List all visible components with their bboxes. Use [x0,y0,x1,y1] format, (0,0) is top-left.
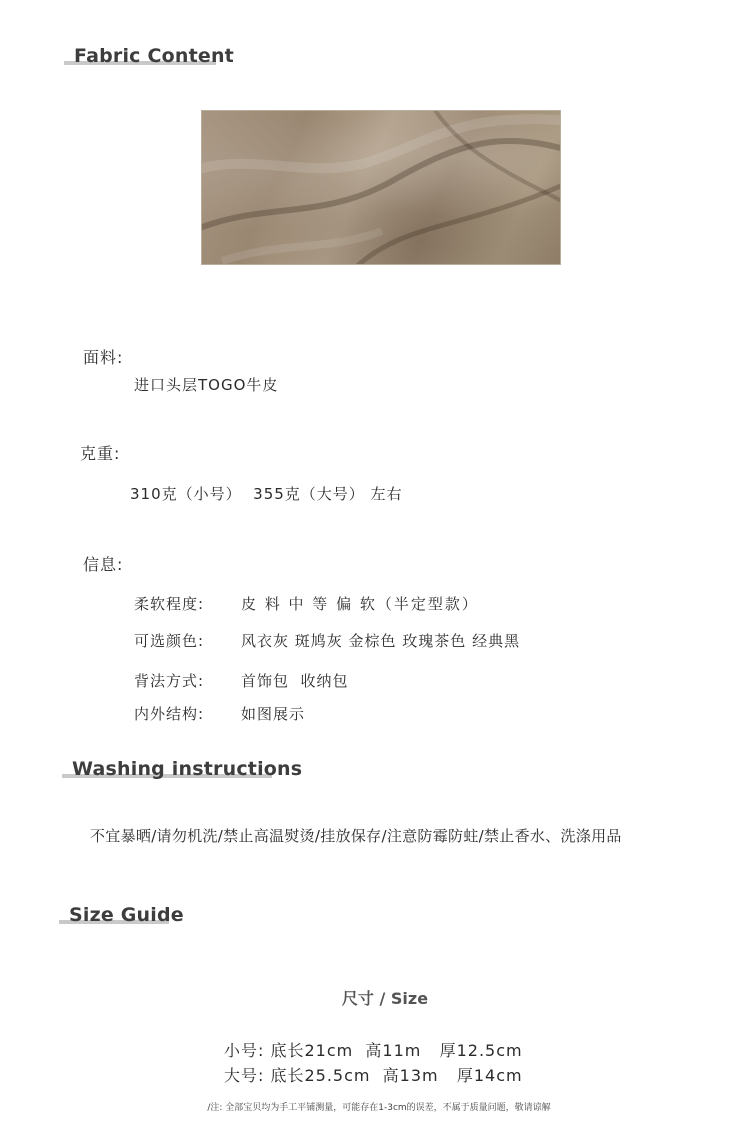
weight-value: 310克（小号） 355克（大号） 左右 [130,485,403,503]
colors-value: 风衣灰 斑鸠灰 金棕色 玫瑰茶色 经典黑 [241,632,521,650]
softness-value: 皮 料 中 等 偏 软（半定型款） [241,595,479,613]
structure-value: 如图展示 [241,705,306,723]
size-large: 大号: 底长25.5cm 高13m 厚14cm [224,1066,523,1085]
weight-label: 克重: [80,444,121,463]
material-label: 面料: [83,348,124,367]
fabric-content-title: Fabric Content [74,45,234,67]
size-note: /注: 全部宝贝均为手工平铺测量，可能存在1-3cm的误差，不属于质量问题，敬请谅解 [207,1103,551,1113]
size-guide-title: Size Guide [69,904,184,926]
washing-text: 不宜暴晒/请勿机洗/禁止高温熨烫/挂放保存/注意防霉防蛀/禁止香水、洗涤用品 [90,827,622,845]
colors-label: 可选颜色: [134,632,205,650]
size-small: 小号: 底长21cm 高11m 厚12.5cm [224,1041,523,1060]
material-value: 进口头层TOGO牛皮 [134,376,279,394]
softness-label: 柔软程度: [134,595,205,613]
carry-style-value: 首饰包 收纳包 [241,672,349,690]
washing-instructions-title: Washing instructions [72,758,303,780]
info-label: 信息: [83,555,124,574]
structure-label: 内外结构: [134,705,205,723]
leather-swatch-image [201,110,561,265]
carry-style-label: 背法方式: [134,672,205,690]
size-heading: 尺寸 / Size [341,989,429,1008]
